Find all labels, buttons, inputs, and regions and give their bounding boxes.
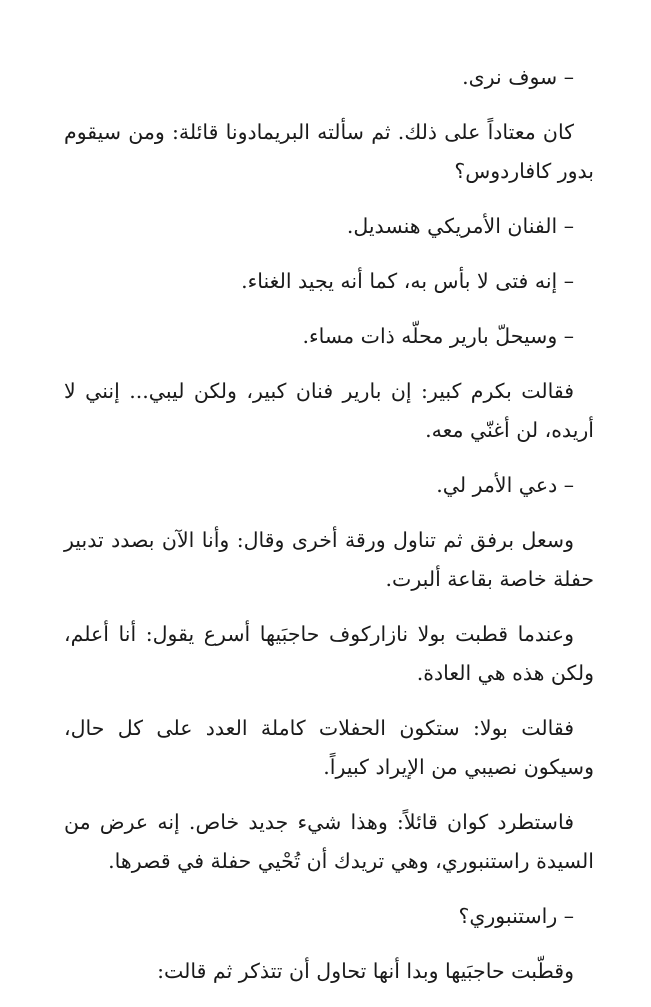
paragraph-dialogue: – راستنبوري؟	[458, 904, 574, 928]
paragraph-narrative: فقالت بكرم كبير: إن بارير فنان كبير، ولكن ليبي... إنني لا أريده، لن أغنّي معه.	[64, 379, 594, 442]
paragraph-dialogue: – دعي الأمر لي.	[436, 473, 574, 497]
paragraph-dialogue: – سوف نرى.	[462, 65, 574, 89]
paragraph-narrative: فقالت بولا: ستكون الحفلات كاملة العدد على كل حال، وسيكون نصيبي من الإيراد كبيراً.	[64, 716, 594, 779]
paragraph-dialogue: – وسيحلّ بارير محلّه ذات مساء.	[302, 324, 574, 348]
paragraph-narrative: فاستطرد كوان قائلاً: وهذا شيء جديد خاص. إنه عرض من السيدة راستنبوري، وهي تريدك أن تُحْيي حفلة في قصرها.	[64, 810, 594, 873]
paragraph-dialogue: – الفنان الأمريكي هنسديل.	[346, 214, 574, 238]
paragraph-narrative: وسعل برفق ثم تناول ورقة أخرى وقال: وأنا الآن بصدد تدبير حفلة خاصة بقاعة ألبرت.	[64, 528, 594, 591]
paragraph-narrative: وقطّبت حاجبَيها وبدا أنها تحاول أن تتذكر ثم قالت:	[157, 959, 574, 983]
paragraph-narrative: وعندما قطبت بولا نازاركوف حاجبَيها أسرع يقول: أنا أعلم، ولكن هذه هي العادة.	[64, 622, 594, 685]
paragraph-dialogue: – إنه فتى لا بأس به، كما أنه يجيد الغناء.	[241, 269, 574, 293]
book-page	[64, 58, 594, 1007]
paragraph-narrative: كان معتاداً على ذلك. ثم سألته البريمادونا قائلة: ومن سيقوم بدور كافاردوس؟	[64, 120, 594, 183]
